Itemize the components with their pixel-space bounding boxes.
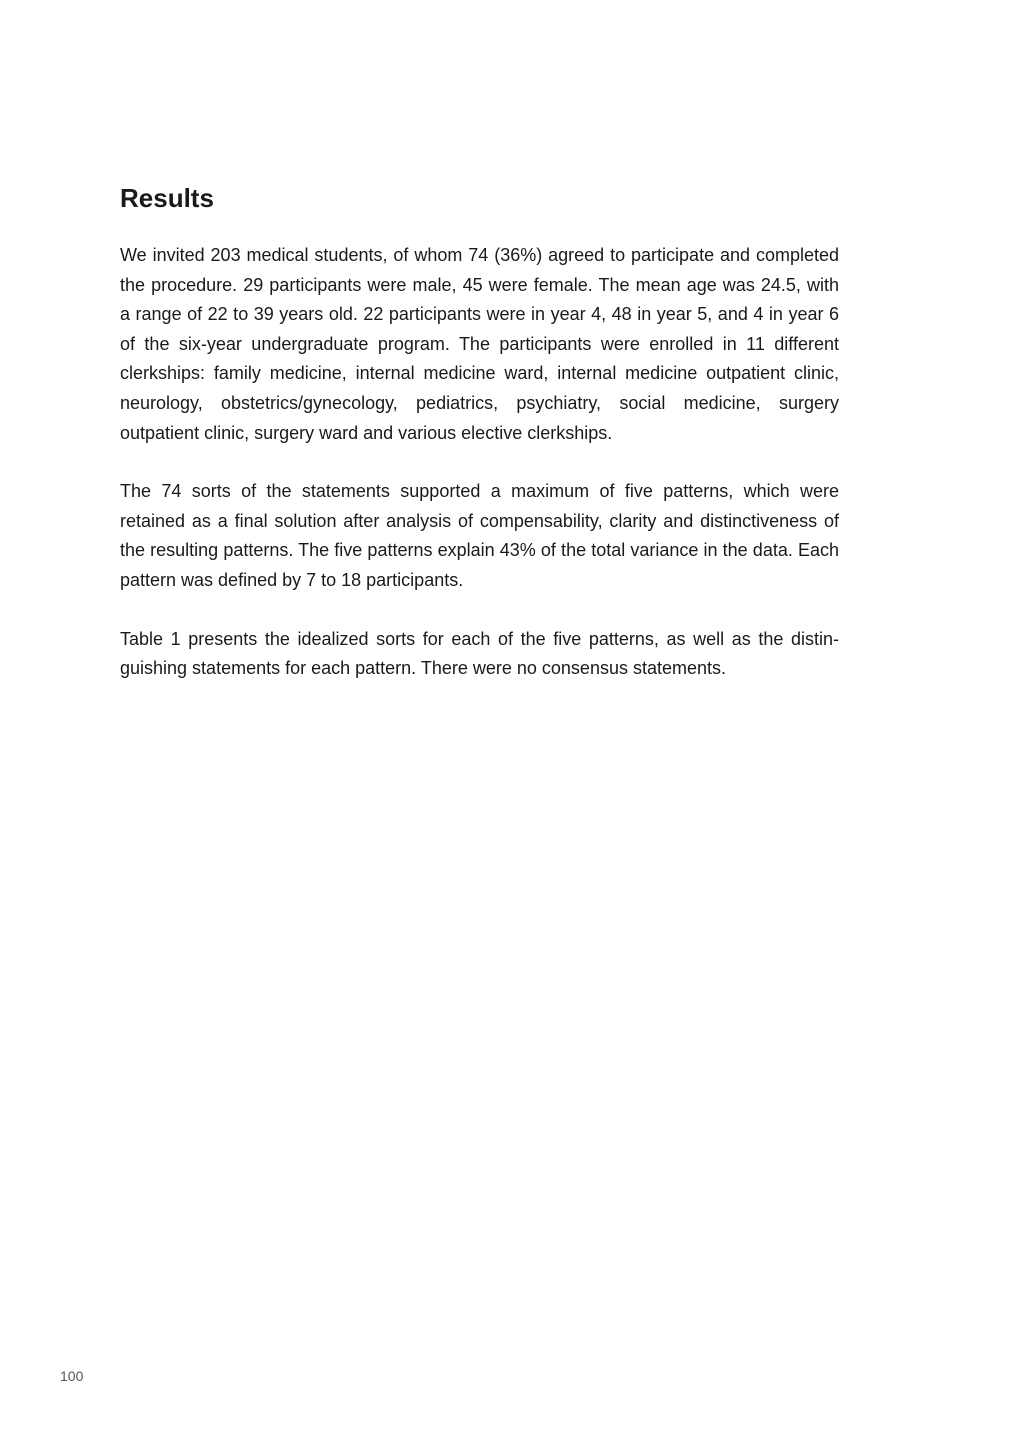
page-number: 100 [60, 1368, 84, 1384]
section-heading: Results [120, 183, 214, 213]
results-section [120, 180, 839, 713]
paragraph-table-reference: Table 1 presents the idealized sorts for each of the five patterns, as well as the distinguishing statements for each pattern. There were no consensus statements. [120, 628, 839, 679]
paragraph-participants: We invited 203 medical students, of whom 74 (36%) agreed to participate and completed the procedure. 29 participants were male, 45 were female. The mean age was 24.5, with a range of 22 to 39 years old. 22 participants were in year 4, 48 in year 5, and 4 in year 6 of the six-year undergraduate program. The participants were enrolled in 11 different clerkships: family medicine, internal medicine ward, internal medicine outpatient clinic, neurology, obstetrics/gynecology, pediatrics, psychiatry, social medicine, surgery outpatient clinic, surgery ward and various elective clerkships. [120, 245, 839, 443]
paragraph-patterns: The 74 sorts of the statements supported a maximum of five patterns, which were retained as a final solution after analysis of compensability, clarity and distinctiveness of the resulting patterns. The five patterns explain 43% of the total variance in the data. Each pattern was defined by 7 to 18 participants. [120, 481, 839, 590]
